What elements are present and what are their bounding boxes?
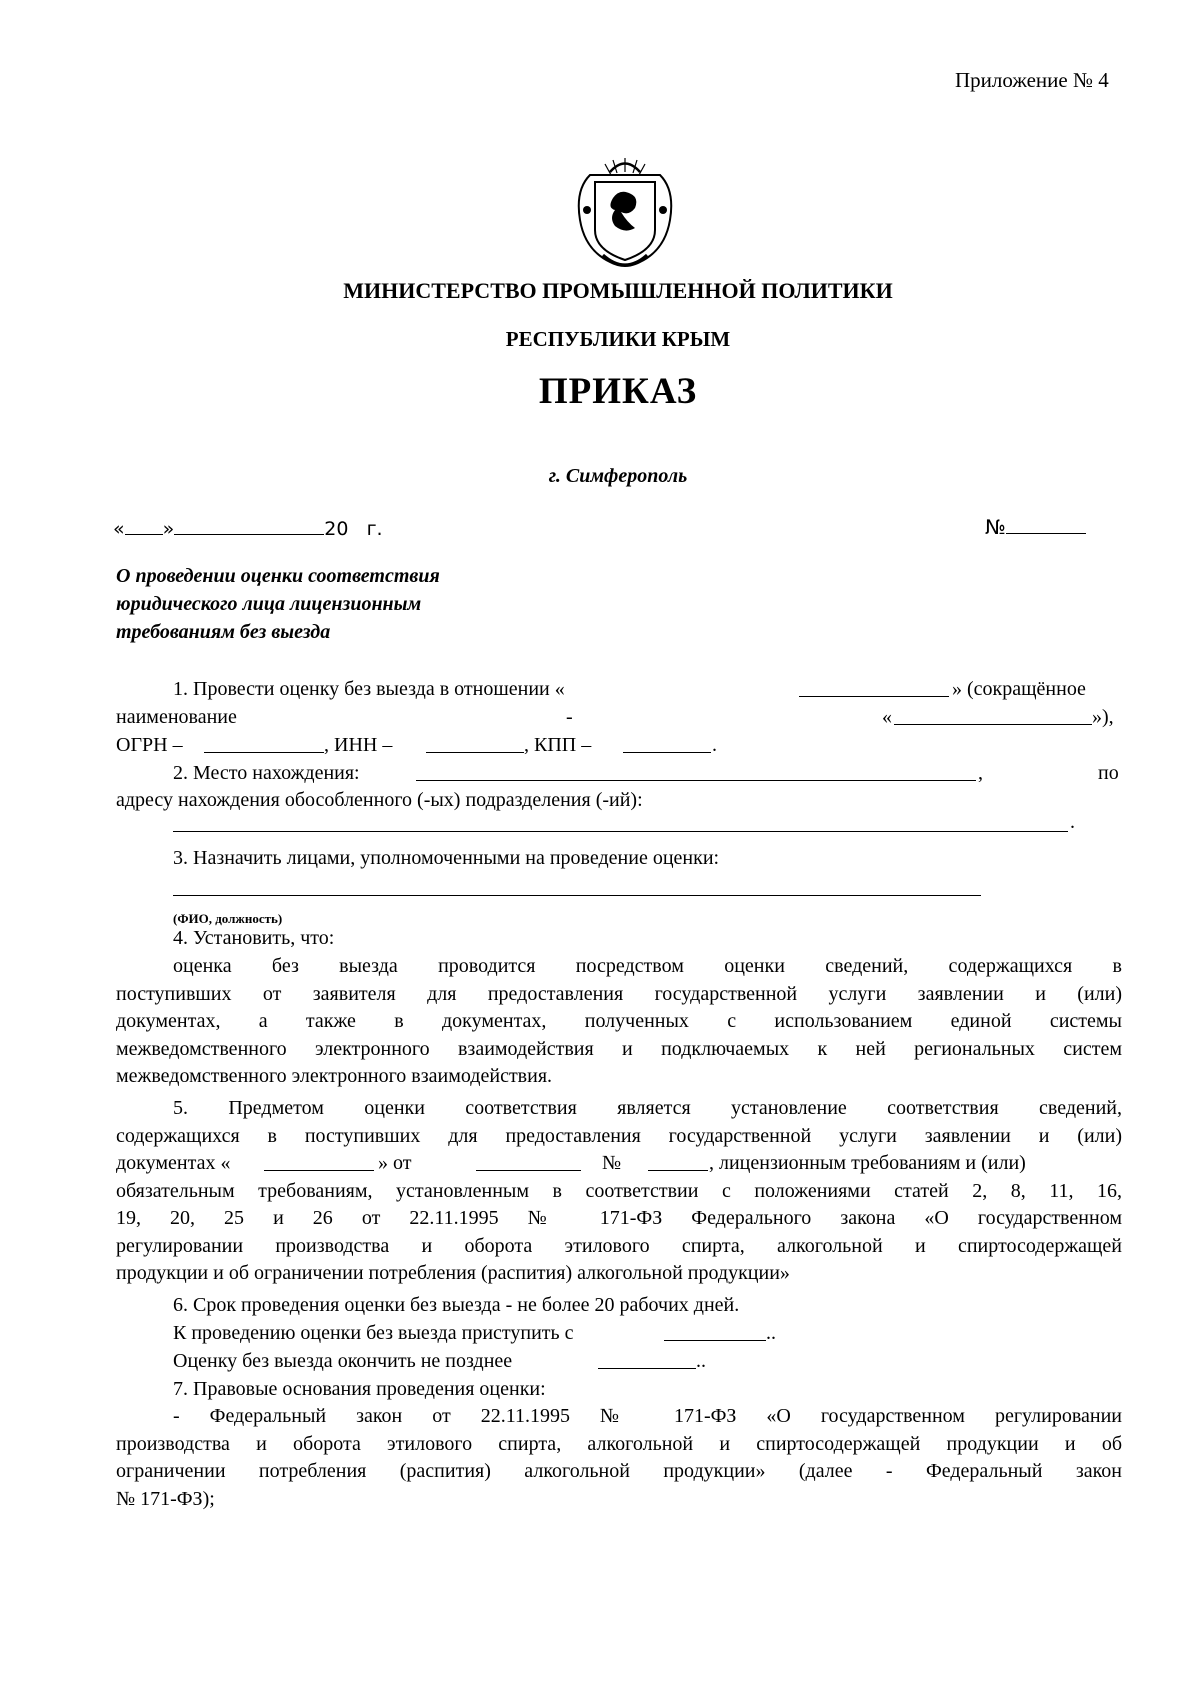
p5-line-blanks (116, 1150, 1122, 1178)
year-prefix: 20 (324, 518, 349, 540)
day-blank[interactable] (125, 516, 163, 535)
p5-requirements-text: , лицензионным требованиям и (или) (709, 1152, 1026, 1174)
end-date-end: .. (696, 1350, 706, 1372)
p1-open-quote: « (882, 706, 892, 728)
p1-close: »), (1092, 706, 1114, 728)
documents-date-blank[interactable] (476, 1170, 581, 1171)
paragraph-5 (116, 1095, 1122, 1288)
p1-text: 1. Провести оценку без выезда в отношении « (173, 678, 565, 700)
month-blank[interactable] (174, 516, 324, 535)
branch-address-blank[interactable] (173, 831, 1068, 832)
inn-label: , ИНН – (324, 734, 393, 756)
kpp-label: , КПП – (524, 734, 592, 756)
authorized-persons-blank[interactable] (173, 895, 981, 896)
kpp-blank[interactable] (623, 752, 711, 753)
p5-line: продукции и об ограничении потребления (распития) алкогольной продукции» (116, 1262, 790, 1284)
p5-line: 19, 20, 25 и 26 от 22.11.1995 № 171-ФЗ Федерального закона «О государственном (116, 1207, 1122, 1229)
date-line (113, 516, 383, 540)
p7-line: производства и оборота этилового спирта, алкогольной и спиртосодержащей продукции и об (116, 1432, 1122, 1455)
p1-end: . (712, 734, 717, 756)
p4-line: межведомственного электронного взаимодействия. (116, 1065, 553, 1087)
documents-number-blank[interactable] (648, 1170, 708, 1171)
start-date-end: .. (766, 1322, 776, 1344)
paragraph-6: 6. Срок проведения оценки без выезда - не более 20 рабочих дней. (173, 1294, 740, 1316)
city-label: г. Симферополь (548, 465, 688, 487)
p5-line: регулировании производства и оборота этилового спирта, алкогольной и спиртосодержащей (116, 1234, 1122, 1257)
paragraph-3: 3. Назначить лицами, уполномоченными на проведение оценки: (173, 847, 720, 869)
p5-line: обязательным требованиям, установленным в соответствии с положениями статей 2, 8, 11, 16, (116, 1179, 1122, 1202)
location-comma: , (978, 762, 983, 784)
document-type-title: ПРИКАЗ (538, 371, 698, 412)
p5-line: 5. Предметом оценки соответствия является установление соответствия сведений, (173, 1097, 1122, 1119)
order-subject (116, 562, 536, 646)
ogrn-blank[interactable] (204, 752, 324, 753)
p4-line: оценка без выезда проводится посредством оценки сведений, содержащихся в (173, 955, 1122, 977)
short-name-blank[interactable] (894, 724, 1092, 725)
full-name-blank[interactable] (799, 696, 949, 697)
paragraph-7-head: 7. Правовые основания проведения оценки: (173, 1378, 546, 1400)
location-label: 2. Место нахождения: (173, 762, 360, 784)
ministry-title-line2: РЕСПУБЛИКИ КРЫМ (505, 327, 731, 351)
p5-line: содержащихся в поступивших для предоставления государственной услуги заявлении и (или) (116, 1124, 1122, 1147)
p1-naming-label: наименование (116, 706, 237, 728)
start-date-blank[interactable] (664, 1340, 766, 1341)
p7-line: № 171-ФЗ); (116, 1487, 215, 1510)
ministry-title-line1: МИНИСТЕРСТВО ПРОМЫШЛЕННОЙ ПОЛИТИКИ (343, 278, 893, 303)
subject-line: юридического лица лицензионным (116, 593, 422, 615)
paragraph-7 (116, 1403, 1122, 1513)
annex-label: Приложение № 4 (955, 68, 1109, 92)
date-open-quote: « (113, 518, 125, 540)
p4-line: поступивших от заявителя для предоставления государственной услуги заявлении и (или) (116, 982, 1122, 1005)
number-label: № (985, 515, 1006, 539)
location-po: по (1098, 762, 1119, 784)
fio-note: (ФИО, должность) (173, 911, 283, 926)
p1-dash: - (566, 706, 573, 728)
order-number-line (985, 515, 1086, 539)
subject-line: О проведении оценки соответствия (116, 565, 440, 587)
p7-line: ограничении потребления (распития) алкогольной продукции» (далее - Федеральный закон (116, 1460, 1122, 1482)
start-date-label: К проведению оценки без выезда приступить с (173, 1322, 574, 1344)
date-close-quote: » (162, 518, 175, 540)
ogrn-label: ОГРН – (116, 734, 183, 756)
p5-documents-label: документах « (116, 1152, 231, 1174)
p4-line: документах, а также в документах, полученных с использованием единой системы (116, 1010, 1122, 1032)
subject-line: требованиям без выезда (116, 621, 331, 643)
inn-blank[interactable] (426, 752, 524, 753)
documents-name-blank[interactable] (264, 1170, 374, 1171)
p2-end: . (1070, 811, 1075, 833)
order-number-blank[interactable] (1006, 515, 1086, 534)
location-blank[interactable] (416, 780, 976, 781)
p4-line: межведомственного электронного взаимодействия и подключаемых к ней региональных систем (116, 1037, 1122, 1060)
paragraph-2-line2: адресу нахождения обособленного (-ых) подразделения (-ий): (116, 789, 643, 811)
year-suffix: г. (366, 518, 383, 540)
paragraph-4 (116, 953, 1122, 1091)
paragraph-4-head: 4. Установить, что: (173, 927, 335, 949)
p1-text-short-name: » (сокращённое (952, 678, 1086, 700)
end-date-blank[interactable] (598, 1368, 696, 1369)
crimea-coat-of-arms-icon (565, 150, 685, 280)
p5-from-label: » от (378, 1152, 412, 1174)
end-date-label: Оценку без выезда окончить не позднее (173, 1350, 513, 1372)
p5-number-label: № (602, 1152, 622, 1174)
p7-line: - Федеральный закон от 22.11.1995 № 171-ФЗ «О государственном регулировании (173, 1405, 1122, 1427)
